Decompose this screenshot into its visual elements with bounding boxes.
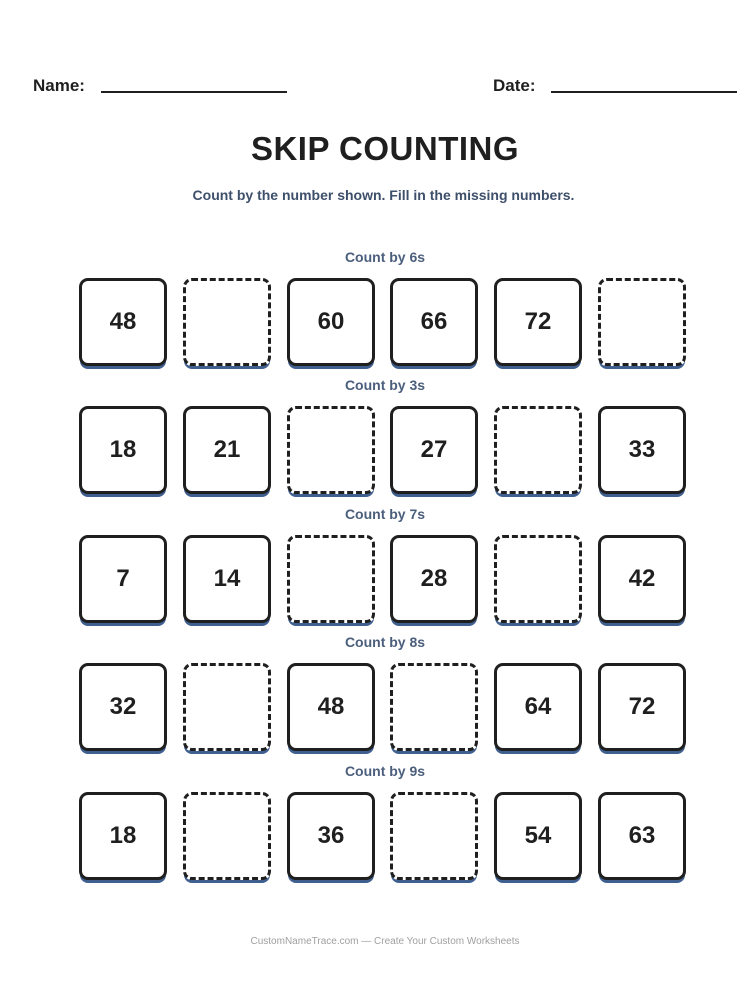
answer-box[interactable]	[183, 278, 271, 366]
number-box: 21	[183, 406, 271, 494]
answer-box[interactable]	[183, 792, 271, 880]
answer-box[interactable]	[390, 792, 478, 880]
counting-row	[79, 663, 691, 757]
counting-row	[79, 535, 691, 629]
number-box: 28	[390, 535, 478, 623]
date-blank-line[interactable]	[551, 91, 737, 93]
row-label: Count by 7s	[344, 506, 426, 522]
number-box: 72	[598, 663, 686, 751]
footer-credit: CustomNameTrace.com — Create Your Custom Worksheets	[250, 936, 520, 947]
counting-row	[79, 406, 691, 500]
number-box: 27	[390, 406, 478, 494]
number-box: 36	[287, 792, 375, 880]
number-box: 66	[390, 278, 478, 366]
answer-box[interactable]	[494, 535, 582, 623]
number-box: 72	[494, 278, 582, 366]
date-label: Date:	[493, 76, 536, 95]
number-box: 18	[79, 406, 167, 494]
number-box: 63	[598, 792, 686, 880]
number-box: 7	[79, 535, 167, 623]
counting-row	[79, 278, 691, 372]
number-box: 54	[494, 792, 582, 880]
instructions-text: Count by the number shown. Fill in the missing numbers.	[192, 187, 575, 203]
row-label: Count by 6s	[344, 249, 426, 265]
name-field[interactable]	[33, 76, 85, 96]
answer-box[interactable]	[287, 535, 375, 623]
page-title: SKIP COUNTING	[250, 130, 520, 167]
answer-box[interactable]	[598, 278, 686, 366]
counting-row	[79, 792, 691, 886]
number-box: 48	[79, 278, 167, 366]
answer-box[interactable]	[494, 406, 582, 494]
answer-box[interactable]	[287, 406, 375, 494]
number-box: 33	[598, 406, 686, 494]
row-label: Count by 3s	[344, 377, 426, 393]
number-box: 32	[79, 663, 167, 751]
row-label: Count by 9s	[344, 763, 426, 779]
date-field[interactable]	[493, 76, 536, 96]
number-box: 42	[598, 535, 686, 623]
number-box: 48	[287, 663, 375, 751]
name-blank-line[interactable]	[101, 91, 287, 93]
answer-box[interactable]	[390, 663, 478, 751]
name-label: Name:	[33, 76, 85, 95]
row-label: Count by 8s	[344, 634, 426, 650]
number-box: 64	[494, 663, 582, 751]
number-box: 60	[287, 278, 375, 366]
number-box: 14	[183, 535, 271, 623]
answer-box[interactable]	[183, 663, 271, 751]
number-box: 18	[79, 792, 167, 880]
